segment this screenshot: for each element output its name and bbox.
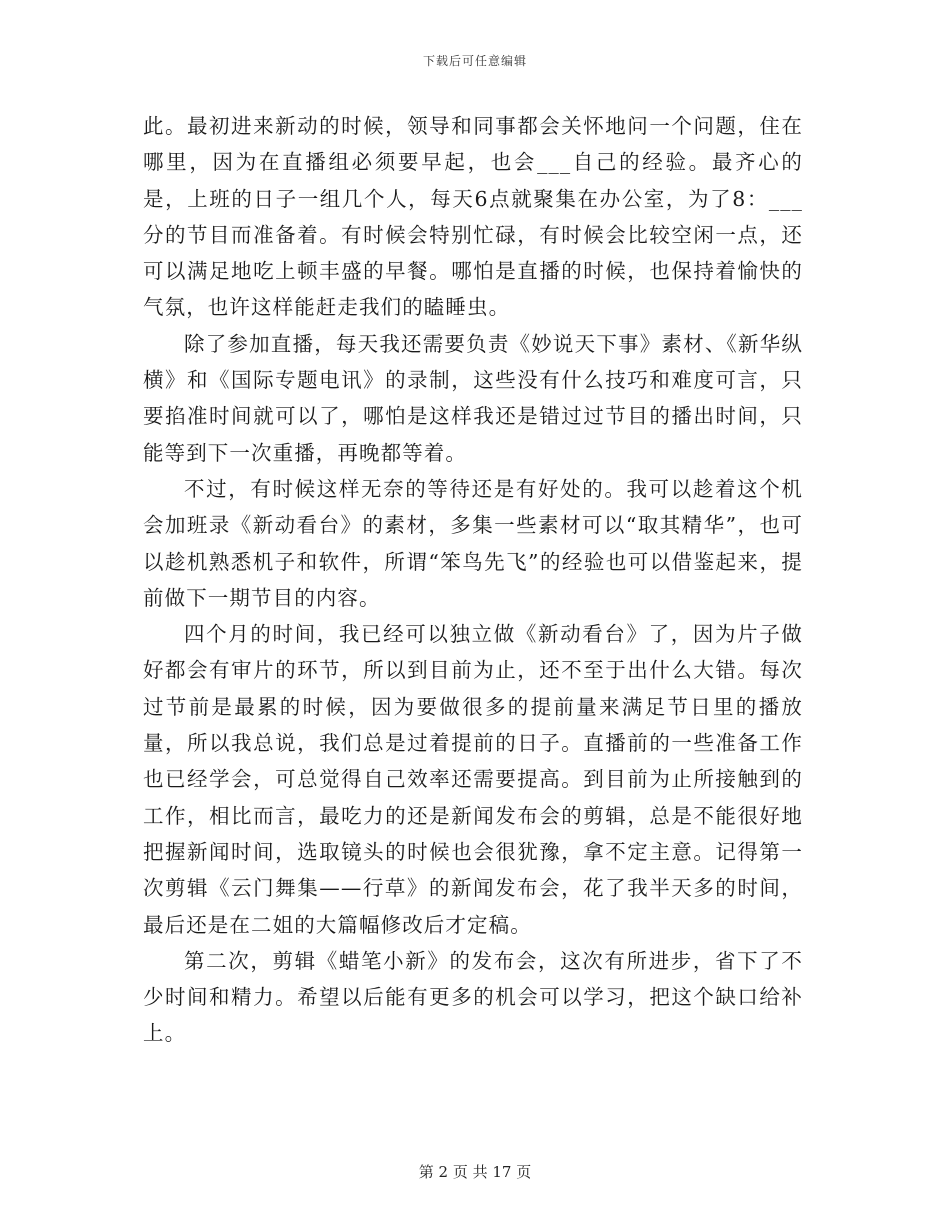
page-header: 下载后可任意编辑 xyxy=(422,54,527,68)
paragraph-3: 不过，有时候这样无奈的等待还是有好处的。我可以趁着这个机会加班录《新动看台》的素材，多集一些素材可以“取其精华”，也可以趁机熟悉机子和软件，所谓“笨鸟先飞”的经验也可以借鉴起来，提前做下一期节目的内容。 xyxy=(143,476,803,610)
paragraph-5: 第二次，剪辑《蜡笔小新》的发布会，这次有所进步，省下了不少时间和精力。希望以后能有更多的机会可以学习，把这个缺口给补上。 xyxy=(143,948,803,1046)
paragraph-1: 此。最初进来新动的时候，领导和同事都会关怀地问一个问题，住在哪里，因为在直播组必须要早起，也会___自己的经验。最齐心的是，上班的日子一组几个人，每天6点就聚集在办公室，为了8：___分的节目而准备着。有时候会特别忙碌，有时候会比较空闲一点，还可以满足地吃上顿丰盛的早餐。哪怕是直播的时候，也保持着愉快的气氛，也许这样能赶走我们的瞌睡虫。 xyxy=(143,114,803,320)
paragraph-2: 除了参加直播，每天我还需要负责《妙说天下事》素材、《新华纵横》和《国际专题电讯》的录制，这些没有什么技巧和难度可言，只要掐准时间就可以了，哪怕是这样我还是错过过节目的播出时间，只能等到下一次重播，再晚都等着。 xyxy=(143,331,803,465)
page-footer: 第 2 页 共 17 页 xyxy=(418,1163,532,1181)
document-body xyxy=(143,108,803,1052)
paragraph-4: 四个月的时间，我已经可以独立做《新动看台》了，因为片子做好都会有审片的环节，所以到目前为止，还不至于出什么大错。每次过节前是最累的时候，因为要做很多的提前量来满足节日里的播放量，所以我总说，我们总是过着提前的日子。直播前的一些准备工作也已经学会，可总觉得自己效率还需要提高。到目前为止所接触到的工作，相比而言，最吃力的还是新闻发布会的剪辑，总是不能很好地把握新闻时间，选取镜头的时候也会很犹豫，拿不定主意。记得第一次剪辑《云门舞集——行草》的新闻发布会，花了我半天多的时间，最后还是在二姐的大篇幅修改后才定稿。 xyxy=(143,622,803,937)
